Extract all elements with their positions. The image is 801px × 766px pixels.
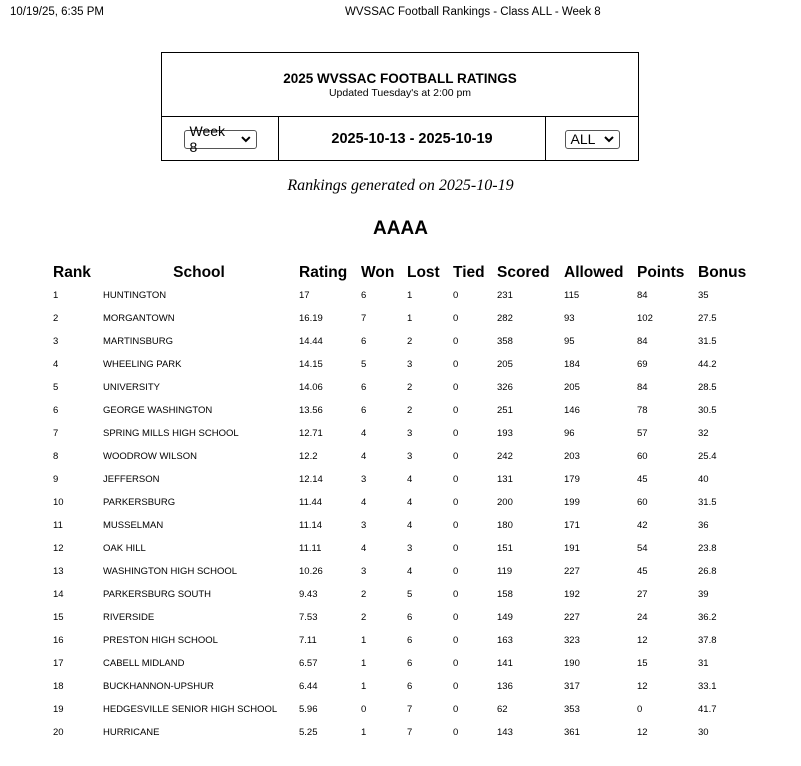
points-cell: 84 xyxy=(637,336,648,347)
column-header-allowed: Allowed xyxy=(564,263,624,281)
rank-cell: 12 xyxy=(53,543,64,554)
column-header-lost: Lost xyxy=(407,263,440,281)
scored-cell: 282 xyxy=(497,313,513,324)
table-row xyxy=(49,537,759,560)
points-cell: 24 xyxy=(637,612,648,623)
lost-cell: 3 xyxy=(407,543,413,554)
rank-cell: 8 xyxy=(53,451,59,462)
table-row xyxy=(49,399,759,422)
scored-cell: 242 xyxy=(497,451,513,462)
lost-cell: 3 xyxy=(407,428,413,439)
tied-cell: 0 xyxy=(453,704,459,715)
points-cell: 27 xyxy=(637,589,648,600)
bonus-cell: 39 xyxy=(698,589,709,600)
won-cell: 3 xyxy=(361,520,367,531)
bonus-cell: 36.2 xyxy=(698,612,717,623)
won-cell: 6 xyxy=(361,405,367,416)
tied-cell: 0 xyxy=(453,612,459,623)
won-cell: 3 xyxy=(361,566,367,577)
rank-cell: 2 xyxy=(53,313,59,324)
tied-cell: 0 xyxy=(453,497,459,508)
rating-cell: 10.26 xyxy=(299,566,323,577)
lost-cell: 3 xyxy=(407,451,413,462)
scored-cell: 143 xyxy=(497,727,513,738)
rating-cell: 7.53 xyxy=(299,612,318,623)
school-cell: MARTINSBURG xyxy=(103,336,174,347)
table-row xyxy=(49,698,759,721)
week-select-value: Week 8 xyxy=(189,123,226,155)
rating-cell: 9.43 xyxy=(299,589,318,600)
lost-cell: 4 xyxy=(407,474,413,485)
won-cell: 1 xyxy=(361,658,367,669)
allowed-cell: 203 xyxy=(564,451,580,462)
school-cell: PARKERSBURG xyxy=(103,497,176,508)
tied-cell: 0 xyxy=(453,428,459,439)
rankings-table xyxy=(49,258,759,744)
won-cell: 6 xyxy=(361,336,367,347)
won-cell: 7 xyxy=(361,313,367,324)
rank-cell: 9 xyxy=(53,474,59,485)
school-cell: JEFFERSON xyxy=(103,474,160,485)
rating-cell: 14.15 xyxy=(299,359,323,370)
table-row xyxy=(49,560,759,583)
bonus-cell: 37.8 xyxy=(698,635,717,646)
points-cell: 45 xyxy=(637,474,648,485)
allowed-cell: 146 xyxy=(564,405,580,416)
print-date: 10/19/25, 6:35 PM xyxy=(10,6,104,18)
scored-cell: 193 xyxy=(497,428,513,439)
allowed-cell: 115 xyxy=(564,290,580,301)
rank-cell: 15 xyxy=(53,612,64,623)
school-cell: OAK HILL xyxy=(103,543,146,554)
points-cell: 12 xyxy=(637,681,648,692)
table-row xyxy=(49,629,759,652)
rating-cell: 11.11 xyxy=(299,543,322,554)
school-cell: MORGANTOWN xyxy=(103,313,175,324)
lost-cell: 4 xyxy=(407,497,413,508)
table-row xyxy=(49,675,759,698)
rating-cell: 5.25 xyxy=(299,727,318,738)
allowed-cell: 353 xyxy=(564,704,580,715)
rating-cell: 11.14 xyxy=(299,520,323,531)
school-cell: CABELL MIDLAND xyxy=(103,658,185,669)
points-cell: 60 xyxy=(637,497,648,508)
table-row xyxy=(49,514,759,537)
school-cell: HURRICANE xyxy=(103,727,160,738)
week-select[interactable] xyxy=(184,123,257,155)
allowed-cell: 227 xyxy=(564,566,580,577)
won-cell: 4 xyxy=(361,543,367,554)
week-select-cell xyxy=(162,117,279,161)
rating-cell: 14.06 xyxy=(299,382,323,393)
lost-cell: 5 xyxy=(407,589,413,600)
tied-cell: 0 xyxy=(453,451,459,462)
bonus-cell: 35 xyxy=(698,290,709,301)
rating-cell: 6.44 xyxy=(299,681,318,692)
rank-cell: 11 xyxy=(53,520,63,531)
tied-cell: 0 xyxy=(453,382,459,393)
school-cell: WASHINGTON HIGH SCHOOL xyxy=(103,566,238,577)
school-cell: HEDGESVILLE SENIOR HIGH SCHOOL xyxy=(103,704,278,715)
table-row xyxy=(49,583,759,606)
class-select-cell xyxy=(545,117,638,161)
table-row xyxy=(49,376,759,399)
rank-cell: 5 xyxy=(53,382,59,393)
scored-cell: 136 xyxy=(497,681,513,692)
school-cell: PRESTON HIGH SCHOOL xyxy=(103,635,218,646)
lost-cell: 6 xyxy=(407,635,413,646)
tied-cell: 0 xyxy=(453,635,459,646)
allowed-cell: 361 xyxy=(564,727,580,738)
class-select-value: ALL xyxy=(570,131,596,147)
print-title: WVSSAC Football Rankings - Class ALL - Week 8 xyxy=(345,6,601,18)
school-cell: WHEELING PARK xyxy=(103,359,182,370)
print-header xyxy=(0,6,801,22)
date-range: 2025-10-13 - 2025-10-19 xyxy=(331,131,493,147)
won-cell: 6 xyxy=(361,382,367,393)
rankings-table-body xyxy=(49,284,759,744)
rank-cell: 6 xyxy=(53,405,59,416)
rank-cell: 19 xyxy=(53,704,64,715)
allowed-cell: 96 xyxy=(564,428,575,439)
tied-cell: 0 xyxy=(453,405,459,416)
column-header-rank: Rank xyxy=(53,263,91,281)
table-row xyxy=(49,330,759,353)
rating-cell: 17 xyxy=(299,290,310,301)
table-row xyxy=(49,445,759,468)
school-cell: RIVERSIDE xyxy=(103,612,155,623)
rank-cell: 14 xyxy=(53,589,64,600)
lost-cell: 6 xyxy=(407,658,413,669)
lost-cell: 6 xyxy=(407,681,413,692)
rating-cell: 14.44 xyxy=(299,336,323,347)
tied-cell: 0 xyxy=(453,727,459,738)
school-cell: SPRING MILLS HIGH SCHOOL xyxy=(103,428,239,439)
scored-cell: 119 xyxy=(497,566,513,577)
points-cell: 60 xyxy=(637,451,648,462)
scored-cell: 141 xyxy=(497,658,513,669)
column-header-rating: Rating xyxy=(299,263,348,281)
school-cell: BUCKHANNON-UPSHUR xyxy=(103,681,214,692)
table-row xyxy=(49,353,759,376)
generated-date-text: Rankings generated on 2025-10-19 xyxy=(287,177,514,194)
lost-cell: 1 xyxy=(407,290,413,301)
rank-cell: 1 xyxy=(53,290,59,301)
allowed-cell: 191 xyxy=(564,543,580,554)
column-header-points: Points xyxy=(637,263,685,281)
won-cell: 5 xyxy=(361,359,367,370)
class-select[interactable] xyxy=(565,130,620,149)
won-cell: 1 xyxy=(361,681,367,692)
points-cell: 42 xyxy=(637,520,648,531)
column-header-tied: Tied xyxy=(453,263,485,281)
won-cell: 2 xyxy=(361,612,367,623)
scored-cell: 205 xyxy=(497,359,513,370)
bonus-cell: 30 xyxy=(698,727,709,738)
points-cell: 57 xyxy=(637,428,648,439)
rating-cell: 12.14 xyxy=(299,474,323,485)
ratings-header-box xyxy=(161,52,639,161)
page-subtitle: Updated Tuesday's at 2:00 pm xyxy=(328,87,472,99)
lost-cell: 3 xyxy=(407,359,413,370)
won-cell: 1 xyxy=(361,727,367,738)
allowed-cell: 93 xyxy=(564,313,575,324)
rank-cell: 20 xyxy=(53,727,64,738)
rank-cell: 17 xyxy=(53,658,64,669)
school-cell: HUNTINGTON xyxy=(103,290,167,301)
bonus-cell: 36 xyxy=(698,520,709,531)
points-cell: 45 xyxy=(637,566,648,577)
school-cell: PARKERSBURG SOUTH xyxy=(103,589,212,600)
tied-cell: 0 xyxy=(453,336,459,347)
school-cell: UNIVERSITY xyxy=(103,382,161,393)
won-cell: 4 xyxy=(361,451,367,462)
lost-cell: 4 xyxy=(407,520,413,531)
lost-cell: 1 xyxy=(407,313,413,324)
tied-cell: 0 xyxy=(453,313,459,324)
allowed-cell: 184 xyxy=(564,359,580,370)
points-cell: 78 xyxy=(637,405,648,416)
bonus-cell: 31.5 xyxy=(698,497,717,508)
bonus-cell: 28.5 xyxy=(698,382,717,393)
allowed-cell: 317 xyxy=(564,681,580,692)
scored-cell: 131 xyxy=(497,474,513,485)
won-cell: 2 xyxy=(361,589,367,600)
table-row xyxy=(49,468,759,491)
ratings-title-area xyxy=(162,53,638,117)
rank-cell: 3 xyxy=(53,336,59,347)
bonus-cell: 31 xyxy=(698,658,709,669)
rank-cell: 10 xyxy=(53,497,64,508)
allowed-cell: 95 xyxy=(564,336,575,347)
won-cell: 1 xyxy=(361,635,367,646)
chevron-down-icon xyxy=(240,134,252,144)
points-cell: 12 xyxy=(637,727,648,738)
rating-cell: 12.2 xyxy=(299,451,318,462)
won-cell: 4 xyxy=(361,497,367,508)
scored-cell: 231 xyxy=(497,290,513,301)
points-cell: 0 xyxy=(637,704,643,715)
scored-cell: 158 xyxy=(497,589,513,600)
points-cell: 84 xyxy=(637,382,648,393)
rating-cell: 6.57 xyxy=(299,658,318,669)
table-row xyxy=(49,307,759,330)
scored-cell: 180 xyxy=(497,520,513,531)
allowed-cell: 190 xyxy=(564,658,580,669)
points-cell: 12 xyxy=(637,635,648,646)
table-row xyxy=(49,284,759,307)
scored-cell: 163 xyxy=(497,635,513,646)
table-row xyxy=(49,606,759,629)
scored-cell: 149 xyxy=(497,612,513,623)
table-row xyxy=(49,721,759,744)
won-cell: 4 xyxy=(361,428,367,439)
lost-cell: 2 xyxy=(407,405,413,416)
chevron-down-icon xyxy=(603,134,615,144)
points-cell: 15 xyxy=(637,658,648,669)
rank-cell: 18 xyxy=(53,681,64,692)
lost-cell: 2 xyxy=(407,382,413,393)
allowed-cell: 323 xyxy=(564,635,580,646)
won-cell: 3 xyxy=(361,474,367,485)
bonus-cell: 26.8 xyxy=(698,566,717,577)
rank-cell: 7 xyxy=(53,428,59,439)
scored-cell: 251 xyxy=(497,405,513,416)
lost-cell: 6 xyxy=(407,612,413,623)
scored-cell: 62 xyxy=(497,704,508,715)
table-row xyxy=(49,652,759,675)
column-header-won: Won xyxy=(361,263,395,281)
rating-cell: 5.96 xyxy=(299,704,318,715)
column-header-bonus: Bonus xyxy=(698,263,747,281)
bonus-cell: 23.8 xyxy=(698,543,717,554)
bonus-cell: 41.7 xyxy=(698,704,717,715)
lost-cell: 7 xyxy=(407,727,413,738)
tied-cell: 0 xyxy=(453,290,459,301)
rating-cell: 13.56 xyxy=(299,405,323,416)
bonus-cell: 31.5 xyxy=(698,336,717,347)
bonus-cell: 25.4 xyxy=(698,451,717,462)
tied-cell: 0 xyxy=(453,520,459,531)
bonus-cell: 40 xyxy=(698,474,709,485)
points-cell: 54 xyxy=(637,543,648,554)
column-header-scored: Scored xyxy=(497,263,550,281)
school-cell: GEORGE WASHINGTON xyxy=(103,405,213,416)
allowed-cell: 227 xyxy=(564,612,580,623)
table-header-row xyxy=(49,258,759,284)
tied-cell: 0 xyxy=(453,658,459,669)
scored-cell: 326 xyxy=(497,382,513,393)
page-title: 2025 WVSSAC FOOTBALL RATINGS xyxy=(283,71,517,86)
school-cell: MUSSELMAN xyxy=(103,520,164,531)
allowed-cell: 171 xyxy=(564,520,580,531)
rank-cell: 4 xyxy=(53,359,59,370)
bonus-cell: 44.2 xyxy=(698,359,717,370)
points-cell: 69 xyxy=(637,359,648,370)
lost-cell: 2 xyxy=(407,336,413,347)
table-row xyxy=(49,422,759,445)
bonus-cell: 27.5 xyxy=(698,313,717,324)
rating-cell: 16.19 xyxy=(299,313,323,324)
ratings-controls xyxy=(162,117,638,161)
bonus-cell: 30.5 xyxy=(698,405,717,416)
rank-cell: 16 xyxy=(53,635,64,646)
tied-cell: 0 xyxy=(453,359,459,370)
allowed-cell: 205 xyxy=(564,382,580,393)
tied-cell: 0 xyxy=(453,566,459,577)
rating-cell: 12.71 xyxy=(299,428,323,439)
won-cell: 6 xyxy=(361,290,367,301)
points-cell: 102 xyxy=(637,313,653,324)
won-cell: 0 xyxy=(361,704,367,715)
table-row xyxy=(49,491,759,514)
lost-cell: 4 xyxy=(407,566,413,577)
scored-cell: 358 xyxy=(497,336,513,347)
scored-cell: 200 xyxy=(497,497,513,508)
bonus-cell: 33.1 xyxy=(698,681,717,692)
rating-cell: 11.44 xyxy=(299,497,323,508)
tied-cell: 0 xyxy=(453,543,459,554)
column-header-school: School xyxy=(173,263,225,281)
lost-cell: 7 xyxy=(407,704,413,715)
rating-cell: 7.11 xyxy=(299,635,317,646)
allowed-cell: 179 xyxy=(564,474,580,485)
allowed-cell: 199 xyxy=(564,497,580,508)
points-cell: 84 xyxy=(637,290,648,301)
bonus-cell: 32 xyxy=(698,428,709,439)
tied-cell: 0 xyxy=(453,589,459,600)
allowed-cell: 192 xyxy=(564,589,580,600)
rank-cell: 13 xyxy=(53,566,64,577)
scored-cell: 151 xyxy=(497,543,513,554)
tied-cell: 0 xyxy=(453,681,459,692)
tied-cell: 0 xyxy=(453,474,459,485)
school-cell: WOODROW WILSON xyxy=(103,451,197,462)
class-heading: AAAA xyxy=(373,218,428,239)
